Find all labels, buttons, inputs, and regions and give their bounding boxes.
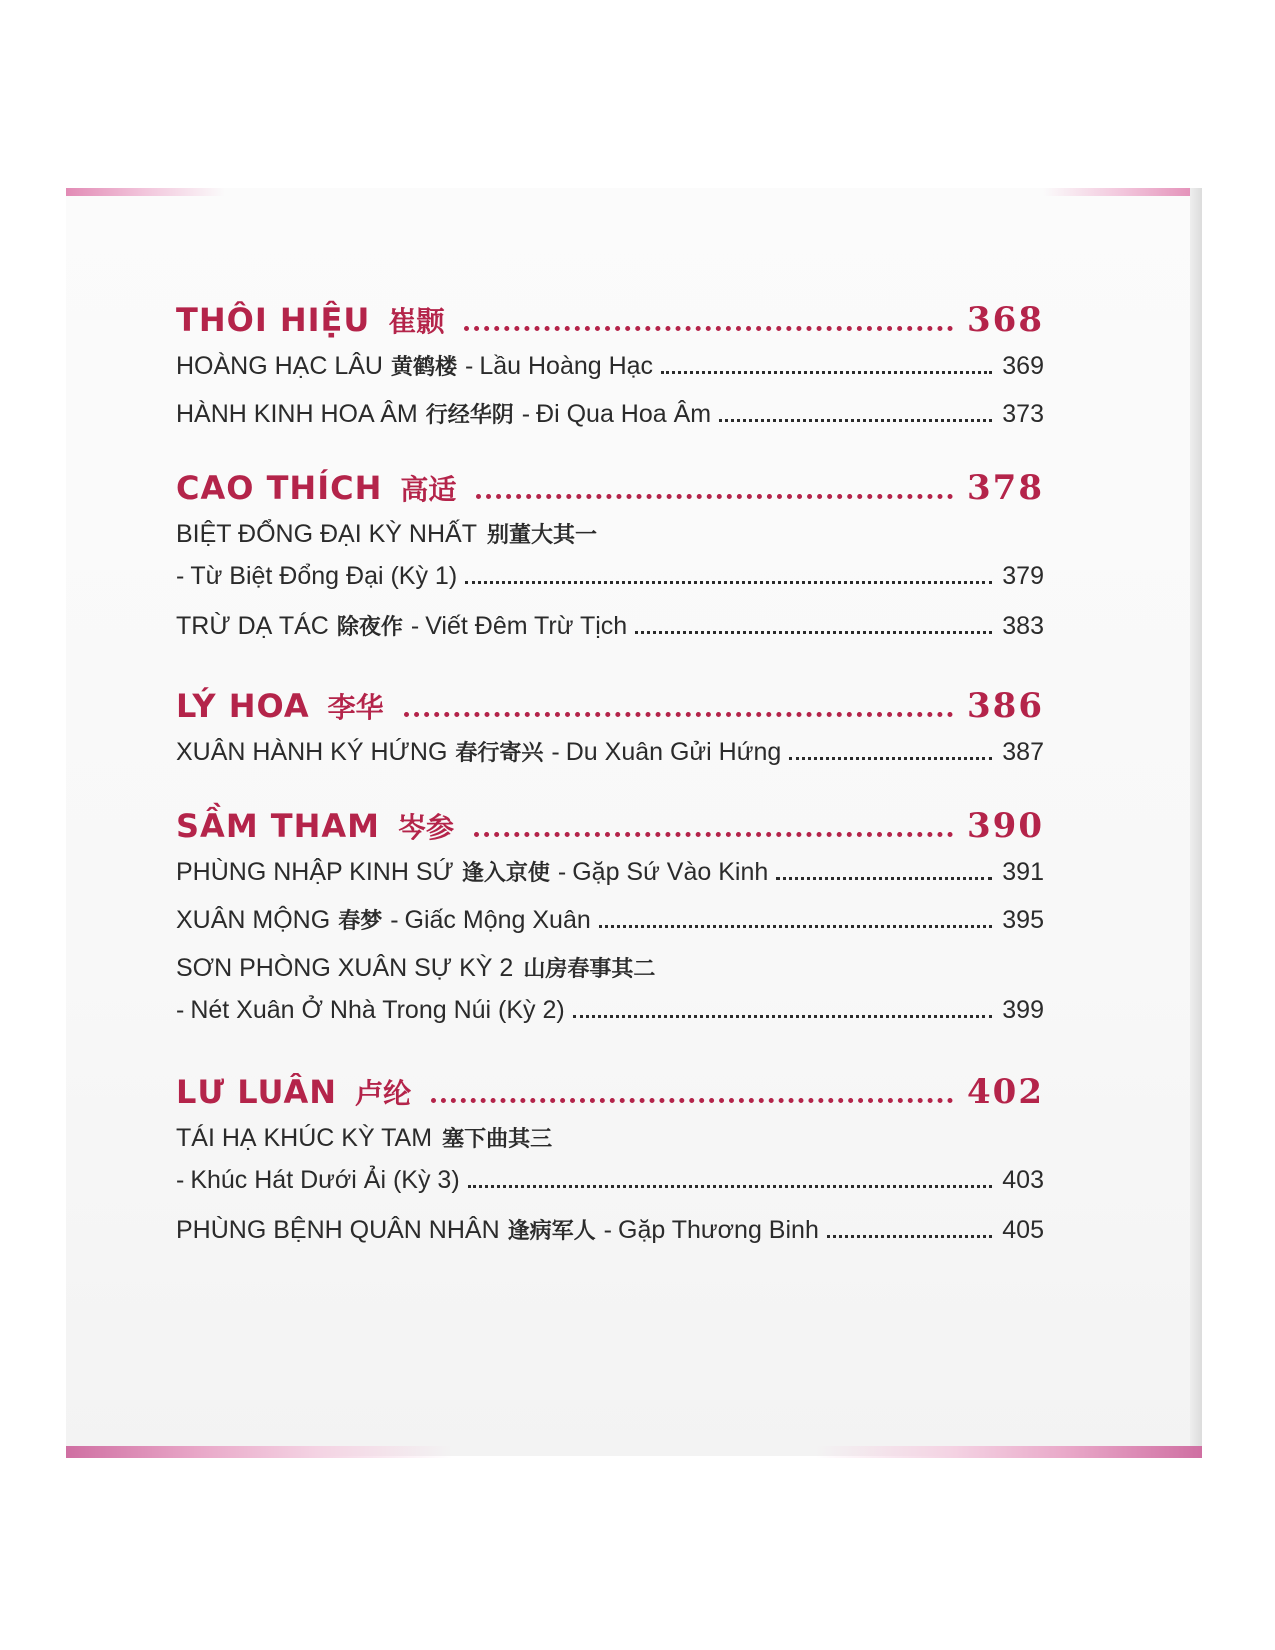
entry-title: XUÂN HÀNH KÝ HỨNG [176, 738, 448, 766]
dot-leader [474, 832, 953, 837]
entry-page-number: 383 [1002, 612, 1044, 640]
toc-entry-title-line [176, 952, 1044, 996]
dot-leader [599, 925, 993, 928]
separator: - [176, 1166, 185, 1194]
entry-subtitle: Đi Qua Hoa Âm [536, 400, 712, 428]
author-han-name: 岑参 [398, 811, 455, 844]
author-name: LƯ LUÂN [176, 1073, 338, 1111]
separator: - [551, 738, 560, 766]
dot-leader [465, 581, 992, 584]
entry-subtitle: Giấc Mộng Xuân [404, 906, 591, 934]
entry-han-title: 春梦 [338, 908, 383, 934]
toc-entry [176, 350, 1044, 398]
dot-leader [635, 631, 992, 634]
entry-page-number: 405 [1002, 1216, 1044, 1244]
entry-subtitle: Du Xuân Gửi Hứng [565, 738, 782, 766]
toc-entry-subtitle-line [176, 996, 1044, 1044]
entry-title: SƠN PHÒNG XUÂN SỰ KỲ 2 [176, 954, 514, 982]
separator: - [176, 996, 185, 1024]
entry-han-title: 塞下曲其三 [442, 1126, 553, 1152]
entry-han-title: 逢病军人 [507, 1218, 596, 1244]
entry-subtitle: Gặp Thương Binh [618, 1216, 819, 1244]
separator: - [465, 352, 474, 380]
toc-entry [176, 610, 1044, 658]
toc-entry [176, 1214, 1044, 1262]
author-page-number: 378 [967, 468, 1044, 508]
entry-page-number: 373 [1002, 400, 1044, 428]
entry-title: PHÙNG NHẬP KINH SỨ [176, 858, 454, 886]
author-heading [176, 300, 1044, 350]
entry-page-number: 369 [1002, 352, 1044, 380]
entry-subtitle: Nét Xuân Ở Nhà Trong Núi (Kỳ 2) [190, 996, 565, 1024]
toc-entry [176, 736, 1044, 784]
author-name: THÔI HIỆU [176, 301, 371, 339]
separator: - [557, 858, 567, 886]
entry-subtitle: Lầu Hoàng Hạc [479, 352, 654, 380]
entry-han-title: 黄鹤楼 [390, 354, 457, 380]
separator: - [521, 400, 531, 428]
author-name: CAO THÍCH [176, 469, 383, 507]
entry-subtitle: Từ Biệt Đổng Đại (Kỳ 1) [190, 562, 458, 590]
author-page-number: 386 [967, 686, 1044, 726]
author-name: SẦM THAM [176, 807, 381, 845]
toc-entry [176, 856, 1044, 904]
entry-page-number: 391 [1002, 858, 1044, 886]
author-name: LÝ HOA [176, 687, 310, 725]
separator: - [176, 562, 185, 590]
toc-entry-title-line [176, 518, 1044, 562]
entry-subtitle: Gặp Sứ Vào Kinh [572, 858, 769, 886]
entry-title: TÁI HẠ KHÚC KỲ TAM [176, 1124, 433, 1152]
entry-han-title: 逢入京使 [461, 860, 550, 886]
author-heading [176, 468, 1044, 518]
author-han-name: 李华 [327, 691, 384, 724]
dot-leader [404, 712, 953, 717]
author-page-number: 402 [967, 1072, 1044, 1112]
entry-title: PHÙNG BỆNH QUÂN NHÂN [176, 1216, 500, 1244]
entry-page-number: 399 [1002, 996, 1044, 1024]
toc-entry [176, 398, 1044, 446]
author-heading [176, 806, 1044, 856]
entry-han-title: 除夜作 [336, 614, 403, 640]
entry-page-number: 379 [1002, 562, 1044, 590]
page-edge-top [66, 188, 1202, 196]
entry-page-number: 395 [1002, 906, 1044, 934]
entry-han-title: 行经华阴 [425, 402, 514, 428]
dot-leader [476, 494, 953, 499]
dot-leader [661, 371, 992, 374]
toc-entry-subtitle-line [176, 562, 1044, 610]
page-edge-bottom [66, 1446, 1202, 1458]
toc-entry [176, 904, 1044, 952]
author-han-name: 高适 [400, 473, 457, 506]
dot-leader [827, 1235, 992, 1238]
separator: - [410, 612, 420, 640]
entry-han-title: 春行寄兴 [455, 740, 544, 766]
entry-page-number: 387 [1002, 738, 1044, 766]
entry-title: HÀNH KINH HOA ÂM [176, 400, 418, 428]
entry-subtitle: Viết Đêm Trừ Tịch [425, 612, 628, 640]
table-of-contents [176, 300, 1044, 1262]
dot-leader [464, 326, 953, 331]
entry-han-title: 山房春事其二 [523, 956, 656, 982]
toc-entry-subtitle-line [176, 1166, 1044, 1214]
author-han-name: 卢纶 [355, 1077, 412, 1110]
author-page-number: 390 [967, 806, 1044, 846]
entry-title: TRỪ DẠ TÁC [176, 612, 329, 640]
author-han-name: 崔颢 [388, 305, 445, 338]
dot-leader [776, 877, 992, 880]
entry-title: HOÀNG HẠC LÂU [176, 352, 383, 380]
entry-page-number: 403 [1002, 1166, 1044, 1194]
separator: - [603, 1216, 612, 1244]
dot-leader [573, 1015, 993, 1018]
entry-title: XUÂN MỘNG [176, 906, 331, 934]
dot-leader [468, 1185, 993, 1188]
dot-leader [789, 757, 992, 760]
toc-entry-title-line [176, 1122, 1044, 1166]
author-page-number: 368 [967, 300, 1044, 340]
author-heading [176, 686, 1044, 736]
dot-leader [431, 1098, 953, 1103]
entry-subtitle: Khúc Hát Dưới Ải (Kỳ 3) [190, 1166, 460, 1194]
entry-title: BIỆT ĐỔNG ĐẠI KỲ NHẤT [176, 520, 477, 548]
entry-han-title: 别董大其一 [486, 522, 597, 548]
separator: - [390, 906, 399, 934]
page-edge-right [1190, 188, 1202, 1458]
author-heading [176, 1072, 1044, 1122]
dot-leader [719, 419, 992, 422]
